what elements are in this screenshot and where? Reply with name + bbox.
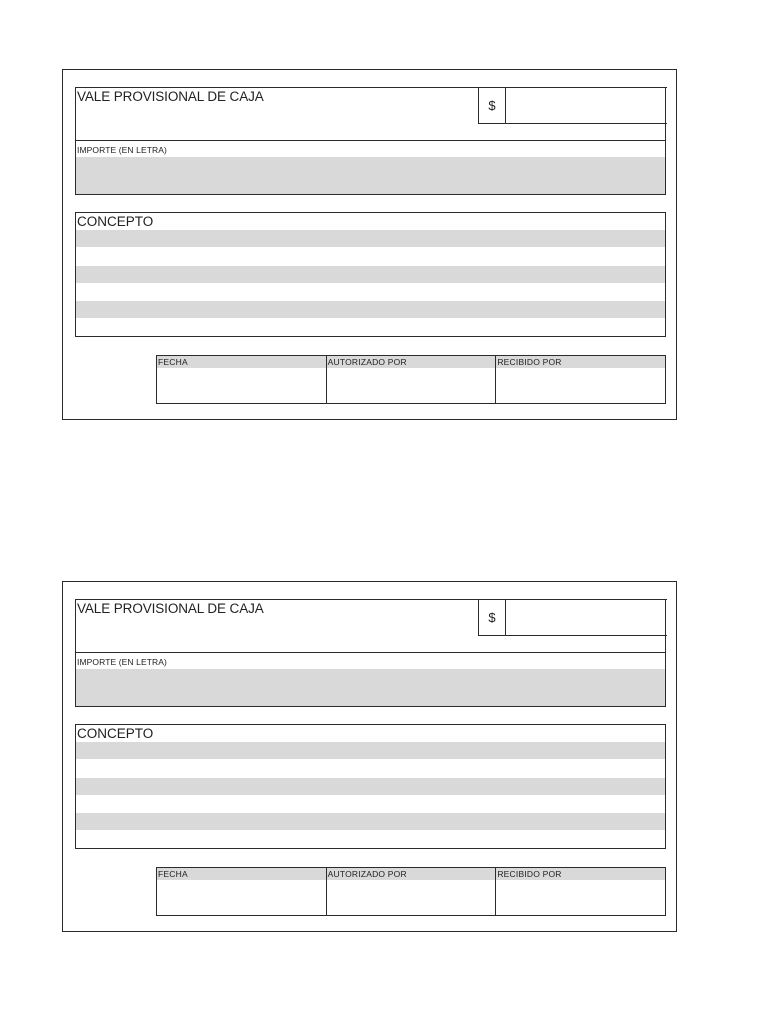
concepto-line: [76, 266, 665, 283]
concepto-line: [76, 813, 665, 830]
importe-field[interactable]: [76, 669, 665, 706]
voucher-title: VALE PROVISIONAL DE CAJA: [77, 89, 264, 104]
autorizado-por-cell[interactable]: [327, 868, 497, 915]
concepto-section[interactable]: [75, 212, 666, 337]
concepto-line: [76, 742, 665, 759]
concepto-section[interactable]: [75, 724, 666, 849]
autorizado-por-label: AUTORIZADO POR: [327, 356, 496, 368]
autorizado-por-label: AUTORIZADO POR: [327, 868, 496, 880]
fecha-cell[interactable]: [157, 356, 327, 403]
cash-voucher-2: [62, 581, 677, 932]
voucher-title: VALE PROVISIONAL DE CAJA: [77, 601, 264, 616]
signature-table: [156, 355, 666, 404]
fecha-label: FECHA: [157, 868, 326, 880]
recibido-por-label: RECIBIDO POR: [496, 356, 665, 368]
signature-table: [156, 867, 666, 916]
currency-symbol: $: [478, 87, 506, 124]
concepto-label: CONCEPTO: [77, 214, 154, 229]
concepto-line: [76, 230, 665, 247]
fecha-cell[interactable]: [157, 868, 327, 915]
cash-voucher-1: [62, 69, 677, 420]
concepto-line: [76, 301, 665, 318]
amount-field[interactable]: [505, 87, 667, 124]
voucher-header: [75, 599, 666, 707]
divider: [76, 652, 665, 653]
autorizado-por-cell[interactable]: [327, 356, 497, 403]
divider: [76, 140, 665, 141]
importe-label: IMPORTE (EN LETRA): [77, 657, 167, 667]
importe-label: IMPORTE (EN LETRA): [77, 145, 167, 155]
importe-field[interactable]: [76, 157, 665, 194]
recibido-por-label: RECIBIDO POR: [496, 868, 665, 880]
currency-symbol: $: [478, 599, 506, 636]
recibido-por-cell[interactable]: [496, 356, 665, 403]
concepto-label: CONCEPTO: [77, 726, 154, 741]
concepto-line: [76, 778, 665, 795]
recibido-por-cell[interactable]: [496, 868, 665, 915]
amount-field[interactable]: [505, 599, 667, 636]
fecha-label: FECHA: [157, 356, 326, 368]
voucher-header: [75, 87, 666, 195]
